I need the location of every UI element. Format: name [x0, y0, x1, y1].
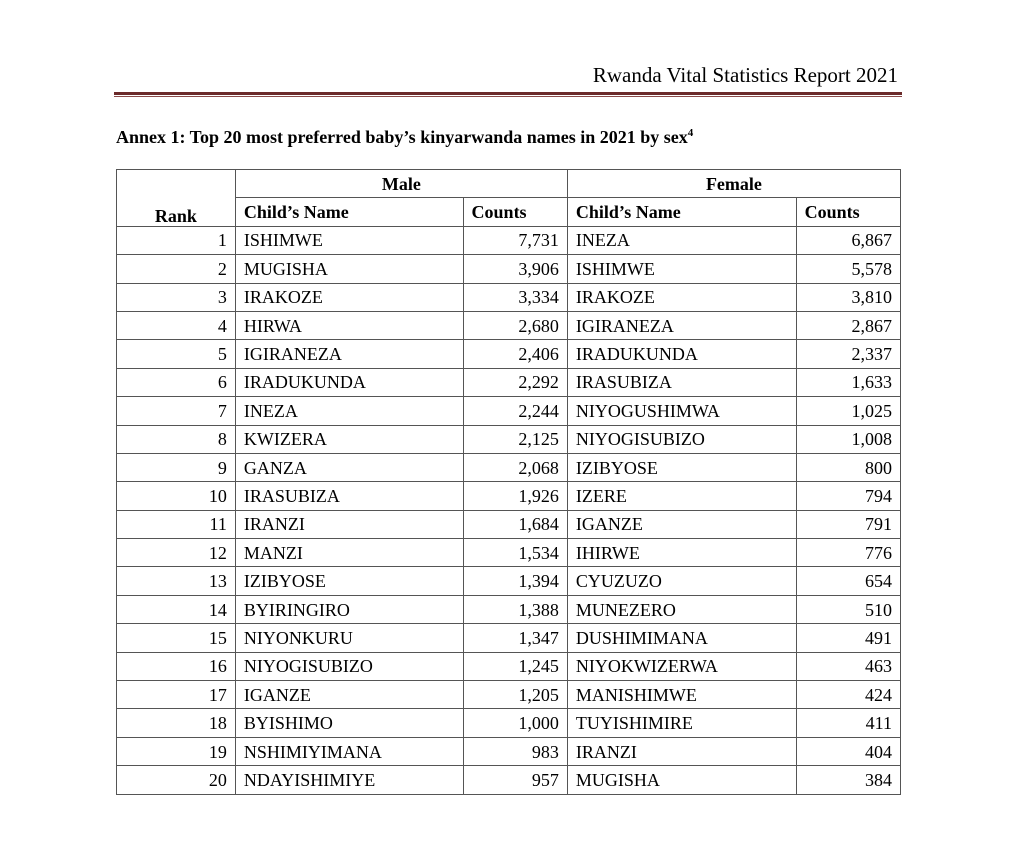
male-count-cell: 1,000 [463, 709, 567, 737]
rank-cell: 19 [117, 737, 236, 765]
male-count-cell: 1,534 [463, 539, 567, 567]
female-name-cell: IGIRANEZA [567, 311, 796, 339]
male-name-cell: IRANZI [235, 510, 463, 538]
female-name-header: Child’s Name [567, 198, 796, 226]
footnote-marker: 4 [687, 127, 694, 139]
rank-cell: 15 [117, 624, 236, 652]
male-name-cell: NIYONKURU [235, 624, 463, 652]
female-count-cell: 776 [796, 539, 900, 567]
male-count-cell: 2,244 [463, 397, 567, 425]
female-name-cell: NIYOKWIZERWA [567, 652, 796, 680]
rank-cell: 13 [117, 567, 236, 595]
female-count-cell: 3,810 [796, 283, 900, 311]
male-count-cell: 7,731 [463, 226, 567, 254]
male-count-cell: 2,125 [463, 425, 567, 453]
rank-cell: 11 [117, 510, 236, 538]
table-row [117, 283, 901, 311]
male-name-cell: IZIBYOSE [235, 567, 463, 595]
male-name-cell: NIYOGISUBIZO [235, 652, 463, 680]
male-name-cell: GANZA [235, 453, 463, 481]
table-row [117, 453, 901, 481]
table-row [117, 709, 901, 737]
male-name-cell: NDAYISHIMIYE [235, 766, 463, 794]
female-count-cell: 800 [796, 453, 900, 481]
male-name-cell: BYIRINGIRO [235, 595, 463, 623]
female-name-cell: CYUZUZO [567, 567, 796, 595]
male-count-cell: 983 [463, 737, 567, 765]
rank-cell: 12 [117, 539, 236, 567]
table-row [117, 510, 901, 538]
male-name-cell: KWIZERA [235, 425, 463, 453]
rank-cell: 1 [117, 226, 236, 254]
table-row [117, 255, 901, 283]
male-count-cell: 2,292 [463, 368, 567, 396]
rank-cell: 7 [117, 397, 236, 425]
female-count-cell: 791 [796, 510, 900, 538]
female-count-cell: 2,867 [796, 311, 900, 339]
male-count-cell: 3,906 [463, 255, 567, 283]
female-count-cell: 6,867 [796, 226, 900, 254]
female-name-cell: INEZA [567, 226, 796, 254]
table-row [117, 766, 901, 794]
rank-cell: 3 [117, 283, 236, 311]
female-count-cell: 491 [796, 624, 900, 652]
male-name-cell: IGIRANEZA [235, 340, 463, 368]
female-name-cell: ISHIMWE [567, 255, 796, 283]
table-row [117, 226, 901, 254]
female-name-cell: MANISHIMWE [567, 681, 796, 709]
male-count-cell: 1,394 [463, 567, 567, 595]
female-name-cell: IZERE [567, 482, 796, 510]
female-count-cell: 5,578 [796, 255, 900, 283]
rank-cell: 9 [117, 453, 236, 481]
female-name-cell: MUGISHA [567, 766, 796, 794]
group-header-row [117, 170, 901, 198]
male-name-cell: MANZI [235, 539, 463, 567]
male-count-cell: 1,684 [463, 510, 567, 538]
table-row [117, 397, 901, 425]
female-name-cell: IRAKOZE [567, 283, 796, 311]
table-body [117, 226, 901, 794]
table-row [117, 368, 901, 396]
male-name-cell: HIRWA [235, 311, 463, 339]
header-rule [114, 92, 902, 97]
table-row [117, 595, 901, 623]
rank-cell: 14 [117, 595, 236, 623]
female-count-cell: 411 [796, 709, 900, 737]
female-name-cell: IGANZE [567, 510, 796, 538]
table-row [117, 624, 901, 652]
male-group-header: Male [235, 170, 567, 198]
male-name-cell: IGANZE [235, 681, 463, 709]
male-name-cell: IRADUKUNDA [235, 368, 463, 396]
female-name-cell: TUYISHIMIRE [567, 709, 796, 737]
female-count-cell: 424 [796, 681, 900, 709]
male-name-cell: BYISHIMO [235, 709, 463, 737]
female-count-header: Counts [796, 198, 900, 226]
male-name-cell: MUGISHA [235, 255, 463, 283]
male-count-cell: 2,680 [463, 311, 567, 339]
female-group-header: Female [567, 170, 900, 198]
rank-cell: 8 [117, 425, 236, 453]
female-name-cell: NIYOGUSHIMWA [567, 397, 796, 425]
male-count-cell: 2,068 [463, 453, 567, 481]
male-name-cell: IRAKOZE [235, 283, 463, 311]
male-count-cell: 1,926 [463, 482, 567, 510]
table-row [117, 311, 901, 339]
female-count-cell: 1,008 [796, 425, 900, 453]
male-count-cell: 1,245 [463, 652, 567, 680]
male-count-cell: 957 [463, 766, 567, 794]
rank-cell: 20 [117, 766, 236, 794]
table-row [117, 652, 901, 680]
male-count-header: Counts [463, 198, 567, 226]
table-row [117, 737, 901, 765]
table-row [117, 681, 901, 709]
rank-cell: 4 [117, 311, 236, 339]
header-rule-thin [114, 96, 902, 97]
female-count-cell: 404 [796, 737, 900, 765]
rank-cell: 10 [117, 482, 236, 510]
female-name-cell: IRANZI [567, 737, 796, 765]
male-name-cell: IRASUBIZA [235, 482, 463, 510]
table-row [117, 482, 901, 510]
female-name-cell: IRADUKUNDA [567, 340, 796, 368]
table-head [117, 170, 901, 227]
male-count-cell: 2,406 [463, 340, 567, 368]
annex-title [116, 126, 693, 148]
female-count-cell: 510 [796, 595, 900, 623]
female-name-cell: DUSHIMIMANA [567, 624, 796, 652]
male-name-cell: NSHIMIYIMANA [235, 737, 463, 765]
male-count-cell: 1,205 [463, 681, 567, 709]
female-count-cell: 2,337 [796, 340, 900, 368]
table-row [117, 340, 901, 368]
female-count-cell: 1,633 [796, 368, 900, 396]
male-name-cell: INEZA [235, 397, 463, 425]
table-row [117, 567, 901, 595]
report-title: Rwanda Vital Statistics Report 2021 [592, 63, 898, 87]
male-count-cell: 1,347 [463, 624, 567, 652]
names-table [116, 169, 901, 795]
female-count-cell: 384 [796, 766, 900, 794]
female-name-cell: IRASUBIZA [567, 368, 796, 396]
male-count-cell: 1,388 [463, 595, 567, 623]
male-name-header: Child’s Name [235, 198, 463, 226]
rank-cell: 2 [117, 255, 236, 283]
rank-cell: 18 [117, 709, 236, 737]
rank-cell: 16 [117, 652, 236, 680]
female-name-cell: IZIBYOSE [567, 453, 796, 481]
rank-cell: 5 [117, 340, 236, 368]
rank-header: Rank [117, 170, 236, 227]
female-name-cell: MUNEZERO [567, 595, 796, 623]
female-name-cell: NIYOGISUBIZO [567, 425, 796, 453]
female-count-cell: 794 [796, 482, 900, 510]
table-row [117, 539, 901, 567]
female-count-cell: 1,025 [796, 397, 900, 425]
female-count-cell: 463 [796, 652, 900, 680]
rank-cell: 6 [117, 368, 236, 396]
male-name-cell: ISHIMWE [235, 226, 463, 254]
male-count-cell: 3,334 [463, 283, 567, 311]
female-count-cell: 654 [796, 567, 900, 595]
female-name-cell: IHIRWE [567, 539, 796, 567]
rank-cell: 17 [117, 681, 236, 709]
annex-title-text: Annex 1: Top 20 most preferred baby’s kinyarwanda names in 2021 by sex [116, 127, 688, 147]
table-row [117, 425, 901, 453]
